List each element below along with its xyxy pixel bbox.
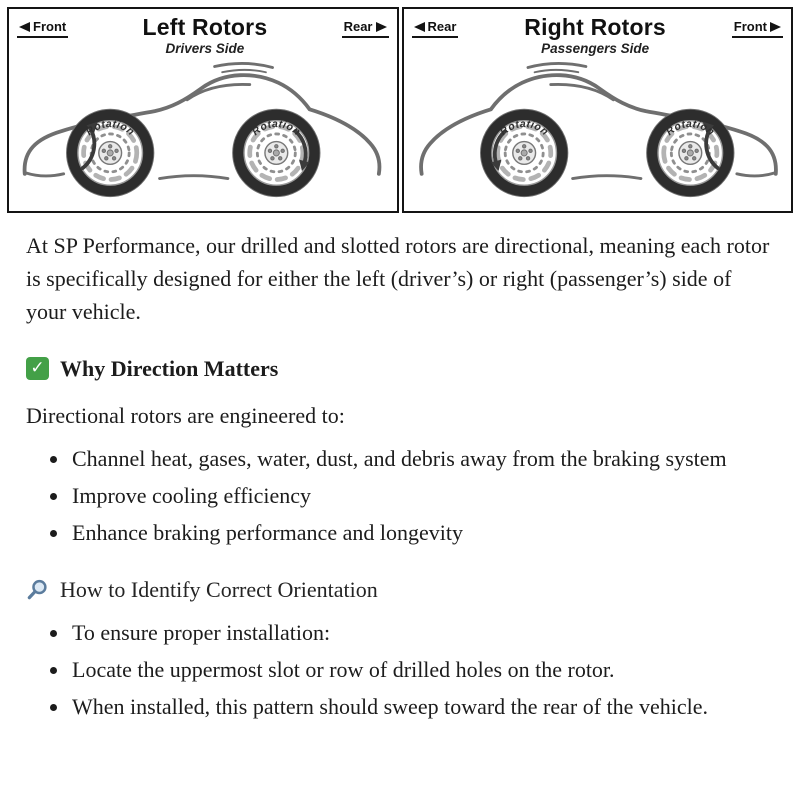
rotation-label: Rotation	[250, 118, 303, 139]
rotation-label: Rotation	[497, 118, 550, 139]
right-panel-front-arrow	[732, 18, 783, 38]
panel-title: Left Rotors	[142, 14, 268, 40]
section-heading-text: How to Identify Correct Orientation	[60, 577, 378, 602]
car-illustration-left	[9, 58, 397, 208]
lead-paragraph: Directional rotors are engineered to:	[26, 403, 345, 428]
arrow-left-icon	[414, 22, 425, 32]
article-body	[0, 213, 800, 723]
panel-title: Right Rotors	[524, 14, 666, 40]
arrow-right-icon	[770, 22, 781, 32]
right-panel-header	[404, 9, 792, 56]
section-heading-direction	[26, 352, 774, 385]
section-heading-orientation	[26, 573, 774, 606]
magnifier-icon	[26, 578, 49, 601]
left-panel-header	[9, 9, 397, 56]
intro-paragraph: At SP Performance, our drilled and slotted rotors are directional, meaning each rotor is specifically designed for either the left (driver’s) or right (passenger’s) side of your vehicle.	[26, 233, 770, 324]
section-heading-text: Why Direction Matters	[60, 356, 279, 381]
arrow-left-icon	[19, 22, 30, 32]
rotor-direction-diagram	[0, 0, 800, 213]
rotor-panel-left	[7, 7, 399, 213]
panel-subtitle: Passengers Side	[541, 40, 650, 56]
left-panel-titles	[142, 15, 267, 56]
rotation-label: Rotation	[663, 118, 716, 139]
direction-arrow-label: Rear	[427, 19, 457, 34]
list-item: • To ensure proper installation:	[70, 616, 774, 649]
orientation-steps-list	[26, 616, 774, 723]
left-panel-rear-arrow	[342, 18, 389, 38]
arrow-right-icon	[376, 22, 387, 32]
direction-benefits-list	[26, 442, 774, 549]
direction-arrow-label: Rear	[343, 19, 373, 34]
direction-arrow-label: Front	[733, 19, 767, 34]
right-panel-titles	[524, 15, 666, 56]
list-item: • Enhance braking performance and longevity	[70, 516, 774, 549]
list-item: • When installed, this pattern should sweep toward the rear of the vehicle.	[70, 690, 774, 723]
car-illustration-right	[404, 58, 792, 208]
list-item: • Improve cooling efficiency	[70, 479, 774, 512]
list-item: • Locate the uppermost slot or row of drilled holes on the rotor.	[70, 653, 774, 686]
rotor-panel-right	[402, 7, 794, 213]
left-panel-front-arrow	[17, 18, 68, 38]
rotation-label: Rotation	[84, 118, 137, 139]
check-icon	[26, 357, 49, 380]
list-item: • Channel heat, gases, water, dust, and debris away from the braking system	[70, 442, 774, 475]
right-panel-rear-arrow	[412, 18, 459, 38]
panel-subtitle: Drivers Side	[165, 40, 245, 56]
direction-arrow-label: Front	[33, 19, 67, 34]
